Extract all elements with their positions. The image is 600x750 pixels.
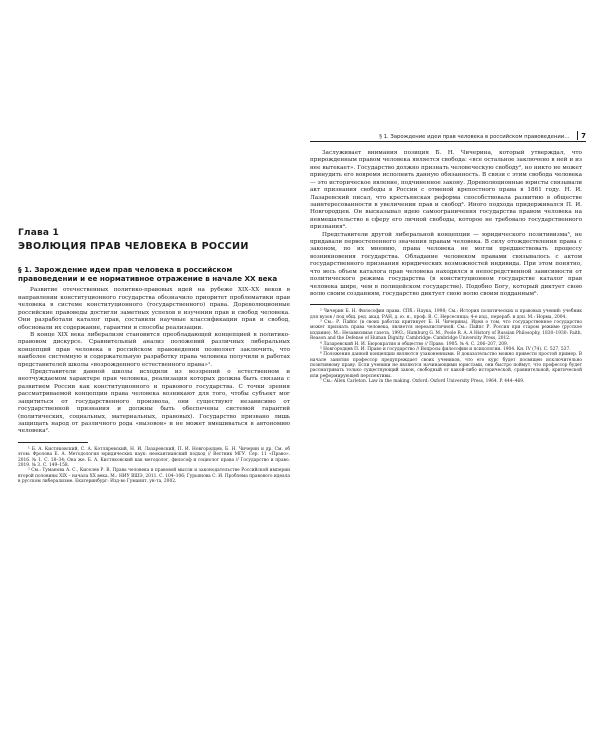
body-paragraph: В конце XIX века либерализм становится преобладающей концепцией в политико-правовом дискурсе. Сравнительный анализ положений различных либеральных концепций прав человека в российском правоведении позволяет заключить, что наиболее системную и содержательную разработку права человека получили в работах представителей школы «возрожденного естественного права»¹. — [18, 331, 290, 368]
running-head — [334, 131, 586, 140]
right-page — [310, 150, 582, 384]
running-head-text: § 1. Зарождение идеи прав человека в российском правоведении… — [379, 134, 570, 140]
footnote: ² Чичерин Б. Н. Философия права. СПб.: Наука, 1998; См.: История политических и правовых учений: учебник для вузов / под общ. ред. акад. РАН, д. ю. н., проф. В. С. Нерсесянца; 4-е изд., перераб. и доп. М.: Норма, 2004. — [310, 309, 582, 320]
left-page — [18, 228, 290, 484]
page-number: 7 — [581, 132, 586, 140]
chapter-title: ЭВОЛЮЦИЯ ПРАВ ЧЕЛОВЕКА В РОССИИ — [18, 241, 249, 252]
footnote: ⁷ См.: Allen Carleton. Law in the making. Oxford: Oxford University Press, 1964. P. 444–469. — [320, 378, 525, 384]
chapter-label: Глава 1 — [18, 228, 59, 238]
footnote: ¹ Б. А. Кистяковский, С. А. Котляревский, Н. И. Лазаревский, П. И. Новгородцев, Б. Н. Чичерин и др. См. об этом: Фролова Е. А. Методология юридических наук: неокантианский подход // Вестник МГУ. Сер. 11 «Право». 2016. № 1. С. 18–34; Она же. Б. А. Кистяковский как методолог, философ и социолог права // Государство и право. 2019. № 3. С. 149–158. — [18, 446, 290, 468]
running-head-separator — [577, 131, 578, 140]
section-title: § 1. Зарождение идеи прав человека в российском правоведении и ее нормативное отражение в начале XX века — [18, 265, 278, 284]
footnote: ² См.: Туманова А. С., Киселев Р. В. Права человека в правовой мысли и законодательстве Российской империи второй половины XIX – начала XX века. М.: НИУ ВШЭ, 2011. С. 104–106; Гурьянова С. И. Проблема правового идеала в русском либерализме. Екатеринбург: Изд-во Гуманит. ун-та, 2002. — [18, 468, 290, 484]
body-paragraph: Заслуживает внимания позиция Б. Н. Чичерина, который утверждал, что прирожденным правом человека является свобода: «все остальное заключено в ней и из нее вытекает». Государство должно признать человеческую свободу², но никто не может принудить его вовремя исполнить данную обязанность. В связи с этим свобода человека — это историческое явление, подчиненное закону. Дореволюционные юристы связывали акт признания свободы в России с отменой крепостного права в 1861 году. Н. И. Лазаревский писал, что крестьянская реформа способствовала развитию в обществе заинтересованности в увеличении прав и свобод³. Иного подхода придерживался П. И. Новгородцев. Он высказывал идею самоограничения государства правом человека на невмешательство в сферу его личной свободы, которое не требовало государственного признания⁴. — [310, 150, 582, 231]
body-paragraph: Представители другой либеральной концепции — юридического позитивизма⁵, не придавали первостепенного значения правам человека. В силу отождествления права с законом, по их мнению, права человека не могли предшествовать процессу возникновения государства. Обладание человеком правами связывалось с актом государственного признания юридических возможностей индивида. При этом понятно, что весь объем каталога прав человека находился в непосредственной зависимости от политического режима государства (в конституционном государстве каталог прав человека шире, чем в полицейском государстве). Подобно Богу, который диктует свою волю своим созданиям, государство диктует свою волю своим подданным⁶. — [310, 231, 582, 298]
footnote-rule — [310, 304, 380, 305]
body-paragraph: Представители данной школы исходили из воззрений о естественном и неотчуждаемом характере прав человека, реализация которых должна быть связана с развитием России как конституционного и правового государства. С точки зрения рассматриваемой концепции права человека возникают для того, чтобы субъект мог защититься от государственного произвола, они существуют независимо от государственной признания и должны быть обеспечены системой гарантий (политических, социальных, материальных, правовых). Государство призвано лишь защищать народ от различного рода «вызовов» и не может вмешиваться в автономию человека². — [18, 369, 290, 435]
footnote: ⁵ Новгородцев П. И. Право и государство // Вопросы философии и психологии. 1904. Кн. IV (74). С. 527, 537. — [320, 346, 571, 352]
footnote: ³ См.: Р. Пайпс (в своих работах критикует Б. Н. Чичерина). Идеи о том, что государственное государство может признать права человека, является нереалистичной. См.: Пайпс Р. Россия при старом режиме (русское издание). М.: Независимая газета, 1993.; Hamburg G. M., Poole R. A. A History of Russian Philosophy, 1830–1930: Faith, Reason and the Defense of Human Dignity. Cambridge: Cambridge University Press, 2012. — [310, 320, 582, 342]
running-head-rule — [310, 141, 586, 142]
body-paragraph: Развитие отечественных политико-правовых идей на рубеже XIX–XX веков в направлении конституционного государства обозначило приоритет проблематики прав человека в системе конституционного (государственного) права. Дореволюционные российские правоведы достигли заметных успехов в изучении прав и свобод человека. Они разработали каталог прав, составили научные классификации прав и свобод, обосновали их содержание, гарантии и способы реализации. — [18, 287, 290, 331]
footnote: ⁶ Положения данной концепции являются узаконенными. В доказательство можно привести простой пример. В начале занятия профессор предупреждает своих учеников, что его курс будет посвящен исключительно позитивному праву. Если ученики не являются начинающими юристами, они быстро поймут, что профессор будет рассматривать только существующий закон, свободный от какой-либо исторической, сравнительной, критической или реформирующей перспективы. — [310, 352, 582, 379]
footnote-rule — [18, 442, 88, 443]
footnote: ⁴ Лазаревский Н. И. Бюрократия и общество // Право. 1905. № 4. С. 206–207, 209. — [320, 341, 509, 347]
